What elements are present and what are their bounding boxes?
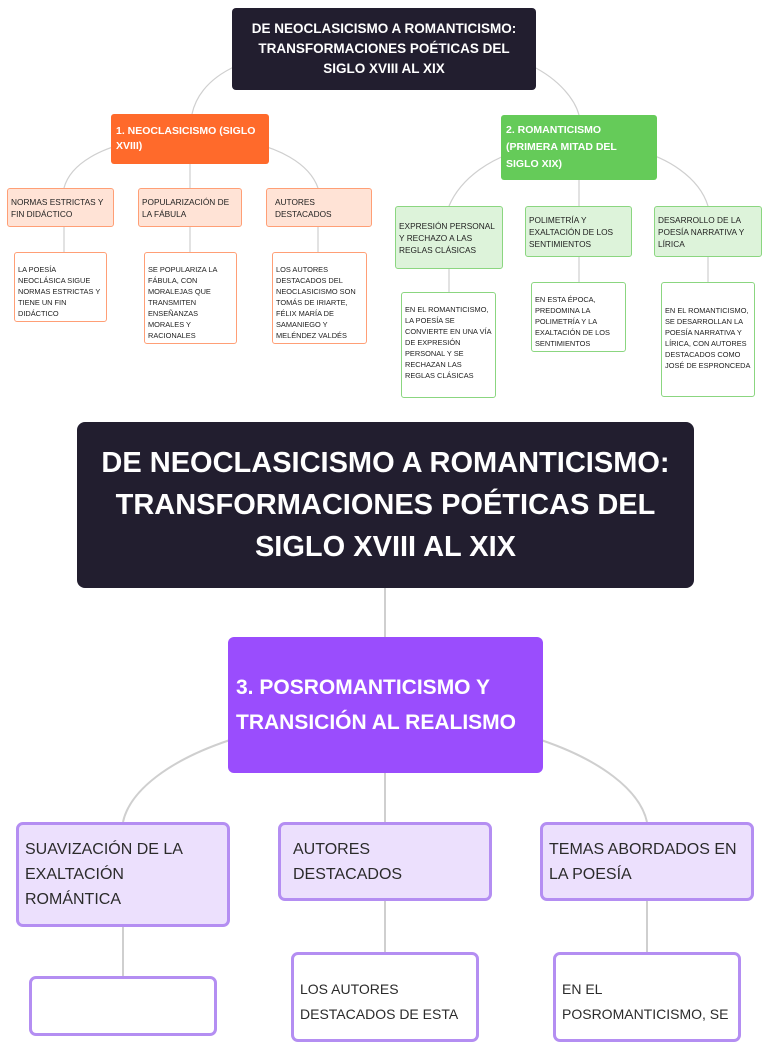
detail-autores-neoclasicos[interactable]: LOS AUTORES DESTACADOS DEL NEOCLASICISMO SON TOMÁS DE IRIARTE, FÉLIX MARÍA DE SAMANIEGO Y MELÉNDEZ VALDÉS [272,252,367,344]
detail-polimetria[interactable]: EN ESTA ÉPOCA, PREDOMINA LA POLIMETRÍA Y LA EXALTACIÓN DE LOS SENTIMIENTOS [531,282,626,352]
detail-suavizacion-exaltacion[interactable] [29,976,217,1036]
detail-expresion-personal[interactable]: EN EL ROMANTICISMO, LA POESÍA SE CONVIERTE EN UNA VÍA DE EXPRESIÓN PERSONAL Y SE RECHAZAN LAS REGLAS CLÁSICAS [401,292,496,398]
node-neoclasicismo[interactable]: 1. NEOCLASICISMO (SIGLO XVIII) [111,114,269,164]
detail-autores-posromanticos[interactable]: LOS AUTORES DESTACADOS DE ESTA [291,952,479,1042]
map-title-large[interactable]: DE NEOCLASICISMO A ROMANTICISMO: TRANSFORMACIONES POÉTICAS DEL SIGLO XVIII AL XIX [77,422,694,588]
topic-temas-poesia[interactable]: TEMAS ABORDADOS EN LA POESÍA [540,822,754,901]
topic-autores-posromanticos[interactable]: AUTORES DESTACADOS [278,822,492,901]
topic-popularizacion-fabula[interactable]: POPULARIZACIÓN DE LA FÁBULA [138,188,242,227]
detail-normas-estrictas[interactable]: LA POESÍA NEOCLÁSICA SIGUE NORMAS ESTRICTAS Y TIENE UN FIN DIDÁCTICO [14,252,107,322]
detail-popularizacion-fabula[interactable]: SE POPULARIZA LA FÁBULA, CON MORALEJAS QUE TRANSMITEN ENSEÑANZAS MORALES Y RACIONALES [144,252,237,344]
topic-expresion-personal[interactable]: EXPRESIÓN PERSONAL Y RECHAZO A LAS REGLAS CLÁSICAS [395,206,503,269]
node-posromanticismo[interactable]: 3. POSROMANTICISMO Y TRANSICIÓN AL REALISMO [228,637,543,773]
topic-autores-neoclasicos[interactable]: AUTORES DESTACADOS [266,188,372,227]
detail-poesia-narrativa[interactable]: EN EL ROMANTICISMO, SE DESARROLLAN LA POESÍA NARRATIVA Y LÍRICA, CON AUTORES DESTACADOS COMO JOSÉ DE ESPRONCEDA [661,282,755,397]
topic-polimetria[interactable]: POLIMETRÍA Y EXALTACIÓN DE LOS SENTIMIENTOS [525,206,632,257]
topic-suavizacion-exaltacion[interactable]: SUAVIZACIÓN DE LA EXALTACIÓN ROMÁNTICA [16,822,230,927]
node-romanticismo[interactable]: 2. ROMANTICISMO (PRIMERA MITAD DEL SIGLO XIX) [501,115,657,180]
topic-poesia-narrativa[interactable]: DESARROLLO DE LA POESÍA NARRATIVA Y LÍRICA [654,206,762,257]
map-title-small[interactable]: DE NEOCLASICISMO A ROMANTICISMO: TRANSFORMACIONES POÉTICAS DEL SIGLO XVIII AL XIX [232,8,536,90]
topic-normas-estrictas[interactable]: NORMAS ESTRICTAS Y FIN DIDÁCTICO [7,188,114,227]
detail-temas-poesia[interactable]: EN EL POSROMANTICISMO, SE [553,952,741,1042]
